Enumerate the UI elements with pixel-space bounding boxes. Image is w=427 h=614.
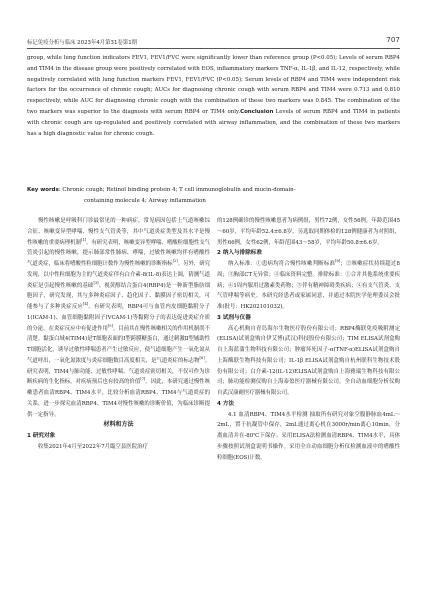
citation: [2] <box>172 259 178 264</box>
intro-text-3: 。另外，研究发现，以中性粒细胞为主的气道炎症伴有白介素-8(IL-8)表达上调，猜测气道炎症是引起慢性咳嗽的基础 <box>27 261 211 289</box>
intro-text-5: 。有研究表明，RBP4可与血管内皮细胞黏附分子1(ICAM-1)、血管细胞黏附因子(VCAM-1)等黏附分子的表达促进炎症介质的分泌，在炎症反应中有促进作用 <box>27 304 210 332</box>
subsection-title-reagents: 3 试剂与仪器 <box>217 314 251 321</box>
subsection-title-subjects: 1 研究对象 <box>27 433 56 439</box>
keywords-block <box>27 185 400 207</box>
header-rule <box>27 48 400 49</box>
intro-paragraph <box>27 216 210 420</box>
keywords-line1: : Chronic cough; Retinol binding protein 4; T cell immunoglobulin and mucin-domain- <box>58 187 296 193</box>
left-column <box>27 216 210 453</box>
page-number: 707 <box>386 35 400 44</box>
section-title-methods: 材料和方法 <box>103 421 134 429</box>
criteria-paragraph <box>217 259 400 313</box>
criteria-text-1: 纳入标准：①患病均符合慢性咳嗽判断标准 <box>228 261 336 267</box>
conclusion-text: Levels of serum RBP4 and TIM4 in patients with chronic cough are up-regulated and positively correlated with airway inflammation, and the combination of these two markers has a high diagnostic value for chronic cough. <box>27 108 400 137</box>
citation: [1] <box>80 237 87 242</box>
reagents-paragraph: 高心机购自青岛海尔生物医疗股份有限公司；RBP4酶联免疫吸附测定(ELISA)试剂盒购自伊艾博(武汉)科技股份有限公司；TIM ELISA试剂盒购自上海蓝蒲生物科技有限公司；肿瘤坏死因子-α(TNF-α)ELISA试剂盒购自上海酶联生物科技有限公司；IL-1β ELISA试剂盒购自杭州联科生物技术股份有限公司；白介素-12(IL-12)ELISA试剂盒购自上海雅瑞生物科技有限公司；肺功能检测仪购自上海泰盈医疗器械有限公司。全自动血细胞分析仪购自武汉康耐医疗器械有限公司。 <box>217 325 400 396</box>
citation: [5] <box>107 323 113 328</box>
intro-text-7: 。研究表明，TIM4与肺功能、过敏性哮喘、气道炎症密切相关，不仅可作为诊断疾病的生化指标，对疾病预后也有较高的价值 <box>27 357 211 386</box>
conclusion-label: Conclusion <box>240 108 274 115</box>
intro-text-1: 慢性咳嗽是呼吸科门诊最常见的一种病症，常见病因包括上气道咳嗽综合征、咳嗽变异型哮喘、慢性支气管炎等，其中气道炎症类型及其水平是慢性咳嗽的重要病理机制 <box>27 218 210 246</box>
intro-text-2: 。有研究表明，咳嗽变异型哮喘、嗜酸粒细胞性支气管炎引起的慢性咳嗽，提示肺部常性肺病、哮喘，过敏性咳嗽均伴有嗜酸性气道炎症，临床将嗜酸性粒细胞计数作为慢性咳嗽的诊断指标 <box>27 239 211 267</box>
citation: [8] <box>335 259 341 264</box>
intro-text-4: 。视黄醇结合蛋白4(RBP4)是一种新型脂肪细胞因子，研究发现，其与多种炎症因子、趋化因子、黏膜因子密切相关，可能参与了多种炎症反应 <box>27 282 210 310</box>
keywords-line2: containing molecule 4; Airway inflammation <box>84 197 206 204</box>
subsection-title-criteria: 2 纳入与排除标准 <box>217 250 262 257</box>
abstract-results-text: group, while lung function indicators FEV1, FEV1/FVC were significantly lower than reference group (P<0.05); Levels of serum RBP4 and TIM4 in the disease group were positively correlated with EOS, inflammatory markers TNF-α, IL-1β, and IL-12, respectively, while negatively correlated with lung function markers FEV1, FEV1/FVC (P<0.05); Serum levels of RBP4 and TIM4 were independent risk factors for the occurrence of chronic cough; AUCs for diagnosing chronic cough with serum RBP4 and TIM4 were 0.713 and 0.810 respectively, while AUC for diagnosing chronic cough with the combination of these two markers was 0.845. The combination of the two markers was superior to the diagnosis with serum RBP4 or TIM4 only. <box>27 55 400 115</box>
criteria-text-2: ；②咳嗽症状持续超过8周；③胸部CT无异常；④临床资料完整。排除标准：①合并其他系统重要疾病；④1周内服用过激素类药物；③伴有精神障碍类疾病；④有支气管炎、支气管哮喘等病史。本研究经患者或家属同意，并通过本院医学伦理委员会批准(批号：HK202101032)。 <box>217 261 400 310</box>
keywords-label: Key words <box>27 187 59 193</box>
right-column <box>217 216 400 463</box>
citation: [6] <box>199 355 205 360</box>
journal-header: 标记免疫分析与临床 2023年4月第31卷第1期 <box>27 40 138 46</box>
citation: [3] <box>93 280 99 285</box>
subjects-paragraph: 收集2021年4月至2022年7月臨空县医院治疗 <box>38 443 148 450</box>
citation: [4] <box>83 302 89 307</box>
intro-text-6: 。目前其在慢性咳嗽相关的作用机制尚不清楚。黏蛋白域4(TIM4)是T细胞表面的Ⅰ型跨膜糖蛋白，通过刺激Ⅱ型辅助性T细胞活化，诱导过敏性哮喘患者产生过敏反应，使气道细胞产生一氧化氮从气道呼出，一氧化氮浓度与炎症细胞数目高度相关，是气道炎症的标志物 <box>27 325 211 364</box>
abstract-block <box>27 53 400 139</box>
subjects-continued: 的128例确诊的慢性咳嗽患者为病例组，男性72例，女性56例，年龄范围45～60岁，平均年龄52.4±6.8岁。另选取同期体检的128例健康者为对照组，男性66例，女性62例，年龄范围43～58岁，平均年龄50.8±6.6岁。 <box>217 218 400 246</box>
methods-paragraph: 4.1 血清RBP4、TIM4水平检测 抽取所有研究对象空腹静脉血4mL～2mL，置于抗凝管中保存，2mL通过离心机在3000r/min离心10min，分离血清并在-80℃下保存。采用ELISA法检测血清RBP4、TIM4水平，具体步骤按照试剂盒说明书操作。采用全自动血细胞分析仪检测血液中的嗜酸性粒细胞(EOS)计数。 <box>217 411 400 461</box>
citation: [7] <box>140 377 146 382</box>
subsection-title-methods: 4 方法 <box>217 400 235 407</box>
intro-text-8: 。因此，本研究通过慢性咳嗽患者血清RBP4、TIM4水平，比较分析血清RBP4、TIM4与气道炎症的关系，进一步探究血清RBP4、TIM4对慢性咳嗽的诊断价值，为临床诊断提供一定指导。 <box>27 379 211 418</box>
